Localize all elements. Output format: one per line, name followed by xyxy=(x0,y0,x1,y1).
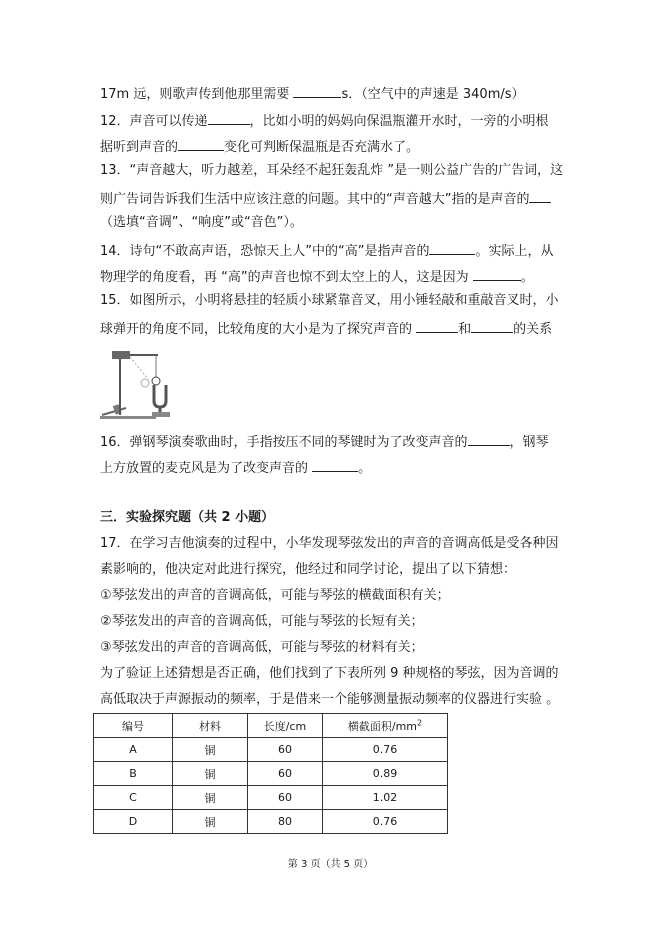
tuning-fork-figure xyxy=(98,345,176,423)
text-line xyxy=(100,83,570,104)
text: 16．弹钢琴演奏歌曲时，手指按压不同的琴键时为了改变声音的 xyxy=(100,435,468,450)
hypothesis-2 xyxy=(100,613,570,631)
base-plate xyxy=(100,416,156,419)
table-row xyxy=(94,786,448,810)
table-row xyxy=(94,762,448,786)
text: 。 xyxy=(358,461,372,476)
table-header: 材料 xyxy=(173,714,248,738)
question-16-line-2 xyxy=(100,457,570,478)
answer-blank[interactable] xyxy=(312,457,358,472)
table-cell: 60 xyxy=(248,762,323,786)
stand-clamp xyxy=(112,351,130,359)
table-cell: 80 xyxy=(248,810,323,834)
table-cell: 0.76 xyxy=(323,810,448,834)
answer-blank[interactable] xyxy=(471,318,513,333)
text: 上方放置的麦克风是为了改变声音的 xyxy=(100,461,313,476)
table-cell: B xyxy=(94,762,173,786)
fork-base xyxy=(152,412,170,417)
answer-blank[interactable] xyxy=(429,240,475,255)
text: 为了验证上述猜想是否正确，他们找到了下表所列 9 种规格的琴弦，因为音调的 xyxy=(100,666,559,681)
text: ，比如小明的妈妈向保温瓶灌开水时，一旁的小明根 xyxy=(249,114,549,129)
text: 13．“声音越大，听力越差，耳朵经不起狂轰乱炸 ”是一则公益广告的广告词，这 xyxy=(100,163,564,178)
text: 17．在学习吉他演奏的过程中，小华发现琴弦发出的声音的音调高低是受各种因 xyxy=(100,536,559,551)
question-12-line-1 xyxy=(100,110,570,131)
section-heading xyxy=(100,509,570,527)
text: 高低取决于声源振动的频率，于是借来一个能够测量振动频率的仪器进行实验 。 xyxy=(100,692,560,707)
header-text: 横截面积/mm xyxy=(347,719,418,733)
text: ①琴弦发出的声音的音调高低，可能与琴弦的横截面积有关； xyxy=(100,588,450,603)
table-cell: 1.02 xyxy=(323,786,448,810)
ball xyxy=(152,377,160,385)
text: 和 xyxy=(458,322,472,337)
text: 物理学的角度看，再 “高”的声音也惊不到太空上的人，这是因为 xyxy=(100,270,473,285)
string-spec-table xyxy=(93,713,448,834)
question-12-line-2 xyxy=(100,136,570,157)
table-cell: 铜 xyxy=(173,786,248,810)
table-cell: 铜 xyxy=(173,762,248,786)
table-cell: 0.76 xyxy=(323,738,448,762)
question-17-line-1 xyxy=(100,535,570,553)
hypothesis-1 xyxy=(100,587,570,605)
table-row xyxy=(94,810,448,834)
text: 17m 远，则歌声传到他那里需要 xyxy=(100,87,294,102)
text: 变化可判断保温瓶是否充满水了。 xyxy=(224,140,420,155)
text: ③琴弦发出的声音的音调高低，可能与琴弦的材料有关； xyxy=(100,640,424,655)
question-13-line-1 xyxy=(100,162,570,180)
text: 15．如图所示，小明将悬挂的轻质小球紧靠音叉，用小锤轻敲和重敲音叉时，小 xyxy=(100,293,559,308)
table-cell: D xyxy=(94,810,173,834)
table-header: 编号 xyxy=(94,714,173,738)
question-13-line-3 xyxy=(100,214,570,232)
question-15-line-2 xyxy=(100,318,570,339)
table-cell: C xyxy=(94,786,173,810)
table-cell: A xyxy=(94,738,173,762)
answer-blank[interactable] xyxy=(208,110,250,125)
answer-blank[interactable] xyxy=(416,318,458,333)
text: 球弹开的角度不同，比较角度的大小是为了探究声音的 xyxy=(100,322,417,337)
question-15-line-1 xyxy=(100,292,570,310)
table-header: 长度/cm xyxy=(248,714,323,738)
hypothesis-3 xyxy=(100,639,570,657)
question-14-line-1 xyxy=(100,240,570,261)
question-13-line-2 xyxy=(100,188,570,209)
text: s．（空气中的声速是 340m/s） xyxy=(341,87,525,102)
text: ，钢琴 xyxy=(509,435,549,450)
text: 。实际上，从 xyxy=(475,244,554,259)
text: 的关系 xyxy=(513,322,553,337)
ball-swung xyxy=(141,379,149,387)
paragraph-line-2 xyxy=(100,691,570,709)
table-header xyxy=(323,714,448,738)
text: 。 xyxy=(520,270,534,285)
text: 据听到声音的 xyxy=(100,140,179,155)
question-17-line-2 xyxy=(100,561,570,579)
answer-blank[interactable] xyxy=(468,431,510,446)
text: 14．诗句“不敢高声语，恐惊天上人”中的“高”是指声音的 xyxy=(100,244,430,259)
text: 则广告词告诉我们生活中应该注意的问题。其中的“声音越大”指的是声音的 xyxy=(100,192,530,207)
text: 12．声音可以传递 xyxy=(100,114,208,129)
tuning-fork xyxy=(154,385,166,407)
table-cell: 60 xyxy=(248,786,323,810)
table-row xyxy=(94,738,448,762)
answer-blank[interactable] xyxy=(529,188,551,203)
paragraph-line-1 xyxy=(100,665,570,683)
answer-blank[interactable] xyxy=(293,83,341,98)
question-14-line-2 xyxy=(100,266,570,287)
text: 素影响的，他决定对此进行探究，他经过和同学讨论，提出了以下猜想： xyxy=(100,562,517,577)
header-sup: 2 xyxy=(417,717,423,727)
answer-blank[interactable] xyxy=(178,136,224,151)
text: 三．实验探究题（共 2 小题） xyxy=(100,510,275,525)
table-header-row xyxy=(94,714,448,738)
table-cell: 铜 xyxy=(173,738,248,762)
text: ②琴弦发出的声音的音调高低，可能与琴弦的长短有关； xyxy=(100,614,424,629)
table-cell: 0.89 xyxy=(323,762,448,786)
table-cell: 铜 xyxy=(173,810,248,834)
question-16-line-1 xyxy=(100,431,570,452)
text: （选填“音调”、“响度”或“音色”）。 xyxy=(100,215,303,230)
answer-blank[interactable] xyxy=(473,266,521,281)
table-cell: 60 xyxy=(248,738,323,762)
swing-path xyxy=(130,357,148,379)
page-footer: 第 3 页（共 5 页） xyxy=(287,859,374,870)
